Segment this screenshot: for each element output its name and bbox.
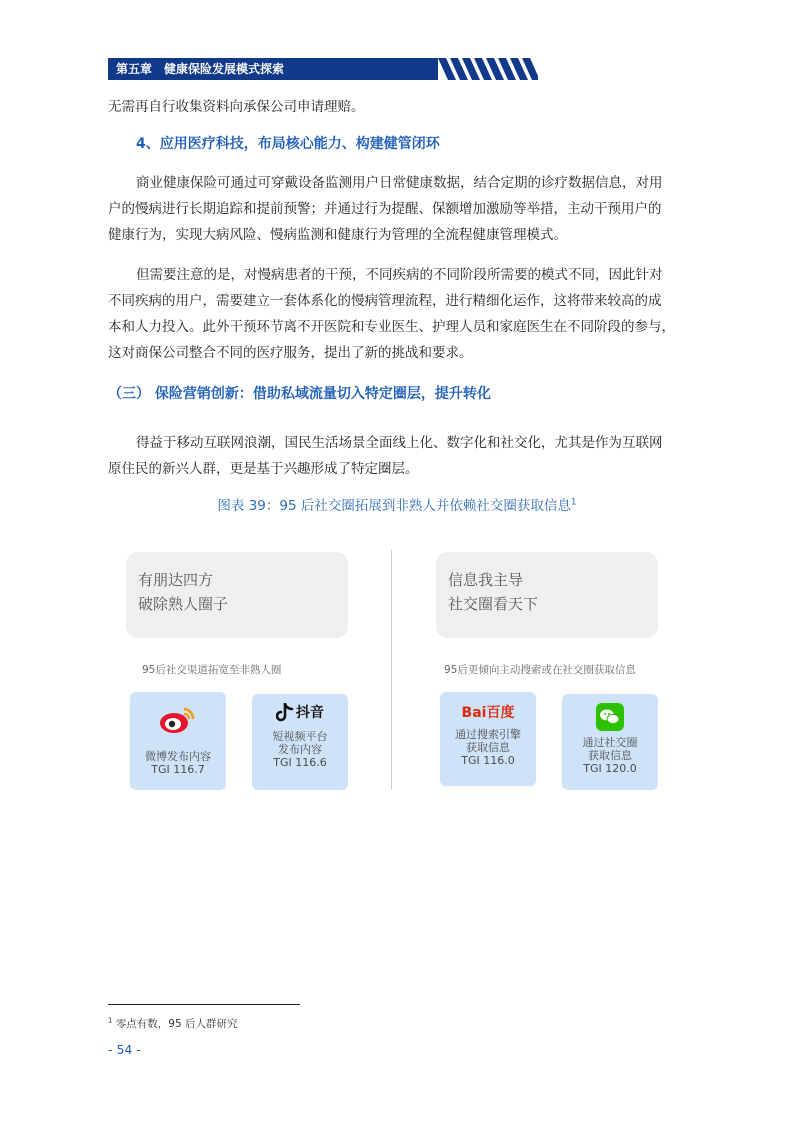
header-stripes bbox=[438, 58, 538, 80]
footnote-ref: 1 bbox=[570, 497, 577, 508]
card-line: TGI 116.7 bbox=[151, 763, 205, 776]
card-douyin bbox=[252, 694, 348, 790]
paragraph-line: 健康行为，实现大病风险、慢病监测和健康行为管理的全流程健康管理模式。 bbox=[108, 227, 567, 243]
footnote-mark: 1 bbox=[108, 1016, 113, 1025]
card-line: 获取信息 bbox=[588, 749, 632, 762]
card-line: TGI 120.0 bbox=[583, 762, 637, 775]
paragraph-line: 得益于移动互联网浪潮，国民生活场景全面线上化、数字化和社交化，尤其是作为互联网 bbox=[136, 435, 663, 451]
figure-caption: 图表 39：95 后社交圈拓展到非熟人并依赖社交圈获取信息$^1$ bbox=[217, 497, 577, 514]
douyin-logo bbox=[252, 700, 348, 726]
card-line: 获取信息 bbox=[466, 741, 510, 754]
figure-divider bbox=[391, 550, 392, 790]
bubble-line: 破除熟人圈子 bbox=[138, 595, 229, 613]
paragraph-chronic-disease bbox=[108, 262, 686, 366]
section-heading-3: （三） 保险营销创新：借助私域流量切入特定圈层，提升转化 bbox=[108, 386, 491, 402]
card-line: 通过搜索引擎 bbox=[455, 728, 521, 741]
card-line: 通过社交圈 bbox=[582, 736, 638, 749]
card-line: TGI 116.0 bbox=[461, 754, 515, 767]
bubble-line: 社交圈看天下 bbox=[448, 595, 539, 613]
bubble-line: 有朋达四方 bbox=[138, 571, 214, 589]
paragraph-line: 本和人力投入。此外干预环节离不开医院和专业医生、护理人员和家庭医生在不同阶段的参与， bbox=[108, 319, 675, 335]
page-number: - 54 - bbox=[108, 1042, 141, 1057]
left-bubble bbox=[126, 552, 348, 638]
card-weibo bbox=[130, 692, 226, 790]
right-bubble bbox=[436, 552, 658, 638]
wechat-icon bbox=[562, 702, 658, 732]
footnote bbox=[108, 1016, 238, 1031]
figure-social-circle bbox=[108, 536, 686, 806]
douyin-icon bbox=[276, 703, 294, 723]
paragraph-line: 户的慢病进行长期追踪和提前预警；并通过行为提醒、保额增加激励等举措，主动干预用户的 bbox=[108, 201, 662, 217]
card-wechat bbox=[562, 694, 658, 790]
weibo-icon bbox=[130, 702, 226, 736]
right-sub-label: 95后更倾向主动搜索或在社交圈获取信息 bbox=[444, 664, 636, 676]
footnote-rule bbox=[108, 1004, 300, 1005]
card-line: 发布内容 bbox=[278, 743, 322, 756]
baidu-icon bbox=[440, 700, 536, 726]
card-line: 微博发布内容 bbox=[145, 750, 211, 763]
paragraph-internet-natives bbox=[108, 430, 686, 482]
left-sub-label: 95后社交渠道拓宽至非熟人圈 bbox=[142, 664, 282, 676]
footnote-text: 零点有数，95 后人群研究 bbox=[115, 1018, 238, 1030]
paragraph-line: 不同疾病的用户，需要建立一套体系化的慢病管理流程，进行精细化运作，这将带来较高的成 bbox=[108, 293, 662, 309]
card-line: TGI 116.6 bbox=[273, 756, 327, 769]
chapter-header bbox=[108, 58, 538, 80]
bubble-line: 信息我主导 bbox=[448, 571, 524, 589]
paragraph-continued: 无需再自行收集资料向承保公司申请理赔。 bbox=[108, 99, 365, 115]
baidu-wordmark: Bai百度 bbox=[461, 704, 515, 721]
card-baidu bbox=[440, 692, 536, 786]
chapter-title: 第五章 健康保险发展模式探索 bbox=[116, 62, 285, 76]
paragraph-line: 但需要注意的是，对慢病患者的干预，不同疾病的不同阶段所需要的模式不同，因此针对 bbox=[136, 267, 663, 283]
section-heading-4: 4、应用医疗科技，布局核心能力、构建健管闭环 bbox=[136, 136, 440, 152]
paragraph-health-monitoring bbox=[108, 170, 686, 248]
card-line: 短视频平台 bbox=[272, 730, 328, 743]
paragraph-line: 原住民的新兴人群，更是基于兴趣形成了特定圈层。 bbox=[108, 461, 419, 477]
douyin-wordmark: 抖音 bbox=[296, 704, 324, 721]
paragraph-line: 这对商保公司整合不同的医疗服务，提出了新的挑战和要求。 bbox=[108, 345, 473, 361]
paragraph-line: 商业健康保险可通过可穿戴设备监测用户日常健康数据，结合定期的诊疗数据信息，对用 bbox=[136, 175, 663, 191]
